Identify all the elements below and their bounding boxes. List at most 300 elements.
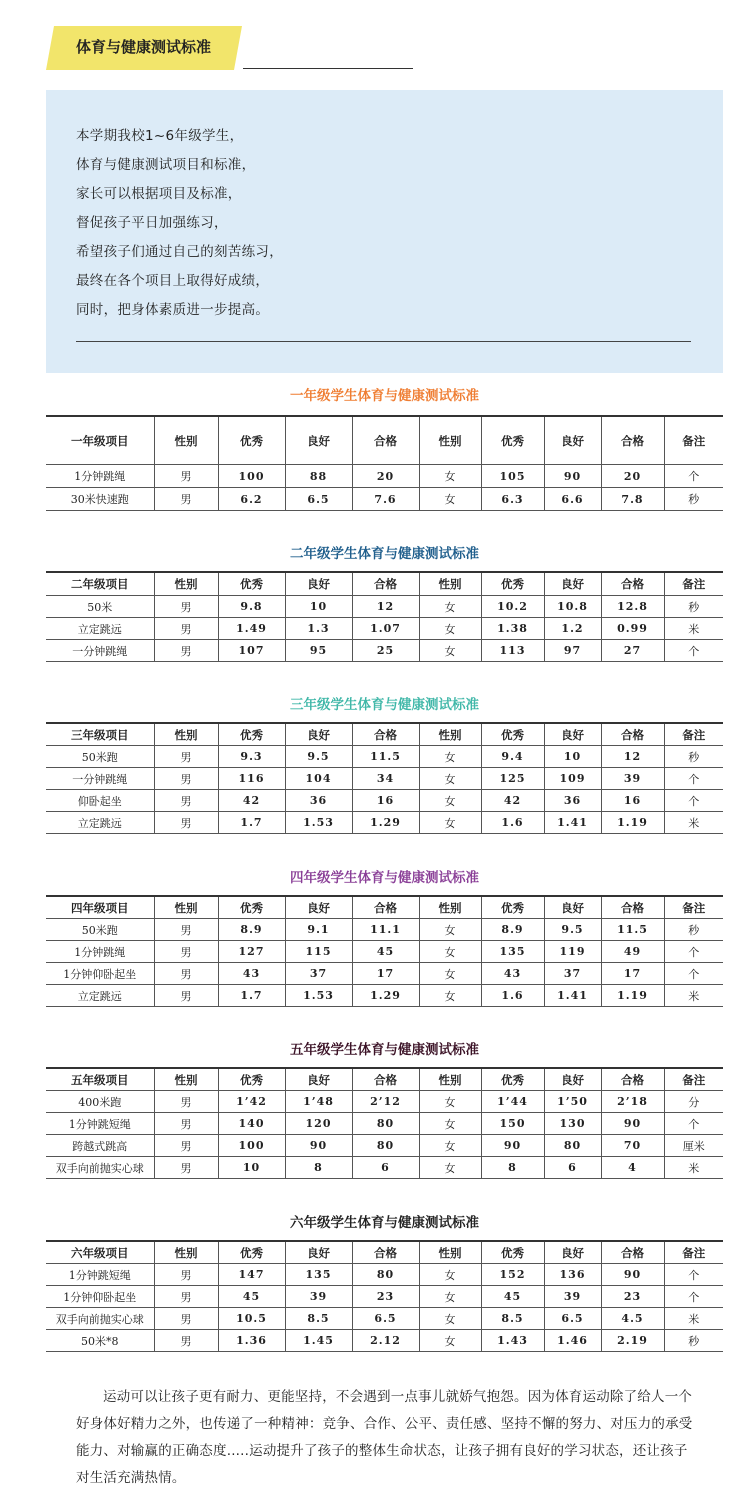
table-cell: 1.38 bbox=[481, 618, 544, 640]
column-header: 良好 bbox=[285, 1241, 352, 1264]
table-cell: 90 bbox=[481, 1135, 544, 1157]
table-header-row bbox=[46, 572, 723, 596]
intro-line: 本学期我校1~6年级学生， bbox=[76, 128, 244, 144]
item-cell: 400米跑 bbox=[46, 1091, 154, 1113]
table-cell: 男 bbox=[154, 812, 218, 834]
section-title: 二年级学生体育与健康测试标准 bbox=[290, 546, 479, 562]
table-cell: 6.5 bbox=[352, 1308, 419, 1330]
header-underline bbox=[243, 68, 413, 69]
table-cell: 80 bbox=[352, 1113, 419, 1135]
table-cell: 个 bbox=[664, 465, 723, 488]
standards-table bbox=[46, 895, 723, 1007]
table-cell: 男 bbox=[154, 1091, 218, 1113]
item-cell: 立定跳远 bbox=[46, 812, 154, 834]
table-cell: 88 bbox=[285, 465, 352, 488]
table-header-row bbox=[46, 416, 723, 465]
table-cell: 男 bbox=[154, 768, 218, 790]
grade-section bbox=[46, 694, 723, 834]
item-cell: 跨越式跳高 bbox=[46, 1135, 154, 1157]
grade-section bbox=[46, 867, 723, 1007]
table-cell: 男 bbox=[154, 941, 218, 963]
table-cell: 女 bbox=[419, 1308, 481, 1330]
table-cell: 90 bbox=[544, 465, 601, 488]
table-cell: 115 bbox=[285, 941, 352, 963]
table-cell: 8.5 bbox=[285, 1308, 352, 1330]
table-row bbox=[46, 963, 723, 985]
item-cell: 一分钟跳绳 bbox=[46, 768, 154, 790]
table-cell: 147 bbox=[218, 1264, 285, 1286]
table-cell: 20 bbox=[352, 465, 419, 488]
table-cell: 10 bbox=[285, 596, 352, 618]
table-cell: 1.19 bbox=[601, 812, 664, 834]
column-header: 优秀 bbox=[481, 1241, 544, 1264]
column-header: 五年级项目 bbox=[46, 1068, 154, 1091]
table-cell: 女 bbox=[419, 596, 481, 618]
column-header: 性别 bbox=[419, 572, 481, 596]
table-cell: 女 bbox=[419, 768, 481, 790]
page-title: 体育与健康测试标准 bbox=[76, 38, 212, 56]
table-cell: 米 bbox=[664, 1157, 723, 1179]
table-cell: 6.2 bbox=[218, 488, 285, 511]
standards-table bbox=[46, 415, 723, 511]
table-header-row bbox=[46, 1068, 723, 1091]
standards-table bbox=[46, 722, 723, 834]
item-cell: 1分钟仰卧起坐 bbox=[46, 1286, 154, 1308]
table-cell: 个 bbox=[664, 640, 723, 662]
table-cell: 136 bbox=[544, 1264, 601, 1286]
table-cell: 女 bbox=[419, 985, 481, 1007]
table-row bbox=[46, 596, 723, 618]
table-cell: 37 bbox=[544, 963, 601, 985]
table-row bbox=[46, 790, 723, 812]
intro-line: 最终在各个项目上取得好成绩， bbox=[76, 273, 270, 289]
column-header: 优秀 bbox=[218, 723, 285, 746]
table-cell: 6.3 bbox=[481, 488, 544, 511]
table-cell: 80 bbox=[352, 1264, 419, 1286]
table-cell: 8 bbox=[481, 1157, 544, 1179]
table-cell: 男 bbox=[154, 596, 218, 618]
table-header-row bbox=[46, 723, 723, 746]
grade-section bbox=[46, 1039, 723, 1179]
table-cell: 7.6 bbox=[352, 488, 419, 511]
column-header: 良好 bbox=[544, 1068, 601, 1091]
table-row bbox=[46, 1286, 723, 1308]
table-cell: 女 bbox=[419, 618, 481, 640]
column-header: 备注 bbox=[664, 1241, 723, 1264]
table-row bbox=[46, 1308, 723, 1330]
table-cell: 女 bbox=[419, 1157, 481, 1179]
grade-section bbox=[46, 1212, 723, 1352]
table-cell: 8 bbox=[285, 1157, 352, 1179]
item-cell: 50米跑 bbox=[46, 919, 154, 941]
table-cell: 36 bbox=[285, 790, 352, 812]
table-cell: 12 bbox=[601, 746, 664, 768]
table-cell: 2’12 bbox=[352, 1091, 419, 1113]
item-cell: 1分钟跳绳 bbox=[46, 465, 154, 488]
table-cell: 97 bbox=[544, 640, 601, 662]
column-header: 优秀 bbox=[218, 896, 285, 919]
column-header: 良好 bbox=[544, 416, 601, 465]
item-cell: 50米*8 bbox=[46, 1330, 154, 1352]
table-cell: 秒 bbox=[664, 1330, 723, 1352]
table-cell: 11.5 bbox=[352, 746, 419, 768]
column-header: 优秀 bbox=[218, 1068, 285, 1091]
table-cell: 1.43 bbox=[481, 1330, 544, 1352]
table-cell: 1.07 bbox=[352, 618, 419, 640]
table-row bbox=[46, 488, 723, 511]
table-cell: 9.5 bbox=[544, 919, 601, 941]
table-cell: 1.36 bbox=[218, 1330, 285, 1352]
table-cell: 1.41 bbox=[544, 812, 601, 834]
item-cell: 1分钟仰卧起坐 bbox=[46, 963, 154, 985]
table-cell: 150 bbox=[481, 1113, 544, 1135]
table-cell: 女 bbox=[419, 790, 481, 812]
table-cell: 0.99 bbox=[601, 618, 664, 640]
table-cell: 1.29 bbox=[352, 985, 419, 1007]
intro-line: 希望孩子们通过自己的刻苦练习， bbox=[76, 244, 283, 260]
table-row bbox=[46, 618, 723, 640]
column-header: 优秀 bbox=[481, 1068, 544, 1091]
column-header: 良好 bbox=[285, 1068, 352, 1091]
table-cell: 105 bbox=[481, 465, 544, 488]
table-cell: 20 bbox=[601, 465, 664, 488]
table-cell: 1’44 bbox=[481, 1091, 544, 1113]
item-cell: 30米快速跑 bbox=[46, 488, 154, 511]
column-header: 良好 bbox=[544, 723, 601, 746]
column-header: 三年级项目 bbox=[46, 723, 154, 746]
table-cell: 1.19 bbox=[601, 985, 664, 1007]
column-header: 性别 bbox=[419, 723, 481, 746]
table-cell: 100 bbox=[218, 1135, 285, 1157]
item-cell: 50米跑 bbox=[46, 746, 154, 768]
table-cell: 女 bbox=[419, 1264, 481, 1286]
table-cell: 1.53 bbox=[285, 985, 352, 1007]
table-header-row bbox=[46, 896, 723, 919]
table-cell: 个 bbox=[664, 1286, 723, 1308]
table-cell: 11.1 bbox=[352, 919, 419, 941]
item-cell: 一分钟跳绳 bbox=[46, 640, 154, 662]
table-cell: 秒 bbox=[664, 919, 723, 941]
table-row bbox=[46, 985, 723, 1007]
table-cell: 23 bbox=[352, 1286, 419, 1308]
item-cell: 1分钟跳绳 bbox=[46, 941, 154, 963]
table-cell: 女 bbox=[419, 919, 481, 941]
column-header: 良好 bbox=[285, 896, 352, 919]
table-cell: 男 bbox=[154, 1113, 218, 1135]
column-header: 合格 bbox=[352, 896, 419, 919]
table-cell: 37 bbox=[285, 963, 352, 985]
table-cell: 49 bbox=[601, 941, 664, 963]
table-cell: 104 bbox=[285, 768, 352, 790]
table-cell: 8.5 bbox=[481, 1308, 544, 1330]
table-cell: 43 bbox=[218, 963, 285, 985]
table-cell: 12.8 bbox=[601, 596, 664, 618]
table-cell: 1.2 bbox=[544, 618, 601, 640]
column-header: 二年级项目 bbox=[46, 572, 154, 596]
table-cell: 个 bbox=[664, 941, 723, 963]
table-cell: 个 bbox=[664, 1264, 723, 1286]
intro-line: 体育与健康测试项目和标准， bbox=[76, 157, 256, 173]
section-title: 一年级学生体育与健康测试标准 bbox=[290, 388, 479, 404]
table-cell: 10 bbox=[218, 1157, 285, 1179]
column-header: 优秀 bbox=[481, 896, 544, 919]
table-cell: 米 bbox=[664, 1308, 723, 1330]
table-cell: 125 bbox=[481, 768, 544, 790]
table-cell: 9.4 bbox=[481, 746, 544, 768]
table-row bbox=[46, 1330, 723, 1352]
column-header: 性别 bbox=[419, 896, 481, 919]
table-cell: 80 bbox=[352, 1135, 419, 1157]
item-cell: 50米 bbox=[46, 596, 154, 618]
table-cell: 女 bbox=[419, 1286, 481, 1308]
intro-line: 家长可以根据项目及标准， bbox=[76, 186, 242, 202]
table-row bbox=[46, 919, 723, 941]
table-cell: 9.5 bbox=[285, 746, 352, 768]
table-cell: 个 bbox=[664, 1113, 723, 1135]
item-cell: 双手向前抛实心球 bbox=[46, 1157, 154, 1179]
table-cell: 女 bbox=[419, 1330, 481, 1352]
table-cell: 127 bbox=[218, 941, 285, 963]
table-cell: 个 bbox=[664, 963, 723, 985]
table-cell: 45 bbox=[352, 941, 419, 963]
table-cell: 个 bbox=[664, 768, 723, 790]
table-cell: 男 bbox=[154, 1308, 218, 1330]
item-cell: 立定跳远 bbox=[46, 985, 154, 1007]
column-header: 合格 bbox=[352, 723, 419, 746]
table-cell: 130 bbox=[544, 1113, 601, 1135]
table-cell: 100 bbox=[218, 465, 285, 488]
column-header: 良好 bbox=[544, 572, 601, 596]
table-cell: 43 bbox=[481, 963, 544, 985]
column-header: 良好 bbox=[285, 572, 352, 596]
section-title: 四年级学生体育与健康测试标准 bbox=[290, 870, 479, 886]
table-cell: 23 bbox=[601, 1286, 664, 1308]
column-header: 合格 bbox=[601, 723, 664, 746]
table-cell: 男 bbox=[154, 790, 218, 812]
intro-divider bbox=[76, 341, 691, 342]
table-cell: 80 bbox=[544, 1135, 601, 1157]
table-cell: 1.49 bbox=[218, 618, 285, 640]
table-cell: 女 bbox=[419, 640, 481, 662]
table-cell: 1.45 bbox=[285, 1330, 352, 1352]
table-cell: 1’42 bbox=[218, 1091, 285, 1113]
table-cell: 分 bbox=[664, 1091, 723, 1113]
table-cell: 女 bbox=[419, 465, 481, 488]
table-cell: 6 bbox=[352, 1157, 419, 1179]
table-cell: 男 bbox=[154, 488, 218, 511]
table-cell: 男 bbox=[154, 640, 218, 662]
table-row bbox=[46, 1157, 723, 1179]
column-header: 备注 bbox=[664, 416, 723, 465]
table-cell: 34 bbox=[352, 768, 419, 790]
table-cell: 10.8 bbox=[544, 596, 601, 618]
column-header: 性别 bbox=[154, 416, 218, 465]
column-header: 合格 bbox=[352, 572, 419, 596]
table-cell: 4 bbox=[601, 1157, 664, 1179]
table-cell: 6.6 bbox=[544, 488, 601, 511]
table-cell: 70 bbox=[601, 1135, 664, 1157]
column-header: 备注 bbox=[664, 723, 723, 746]
table-cell: 男 bbox=[154, 985, 218, 1007]
column-header: 良好 bbox=[544, 896, 601, 919]
table-cell: 1.6 bbox=[481, 985, 544, 1007]
column-header: 性别 bbox=[154, 723, 218, 746]
column-header: 一年级项目 bbox=[46, 416, 154, 465]
table-cell: 秒 bbox=[664, 596, 723, 618]
intro-line: 同时，把身体素质进一步提高。 bbox=[76, 302, 270, 318]
table-cell: 9.1 bbox=[285, 919, 352, 941]
table-row bbox=[46, 1264, 723, 1286]
grade-section bbox=[46, 385, 723, 511]
column-header: 良好 bbox=[285, 416, 352, 465]
table-cell: 1’48 bbox=[285, 1091, 352, 1113]
table-cell: 厘米 bbox=[664, 1135, 723, 1157]
table-cell: 男 bbox=[154, 746, 218, 768]
table-cell: 女 bbox=[419, 812, 481, 834]
table-cell: 1.7 bbox=[218, 812, 285, 834]
table-cell: 140 bbox=[218, 1113, 285, 1135]
table-cell: 女 bbox=[419, 1091, 481, 1113]
table-cell: 4.5 bbox=[601, 1308, 664, 1330]
table-cell: 男 bbox=[154, 919, 218, 941]
table-cell: 男 bbox=[154, 1135, 218, 1157]
table-cell: 女 bbox=[419, 963, 481, 985]
table-cell: 2.19 bbox=[601, 1330, 664, 1352]
table-cell: 女 bbox=[419, 488, 481, 511]
item-cell: 仰卧起坐 bbox=[46, 790, 154, 812]
column-header: 四年级项目 bbox=[46, 896, 154, 919]
table-cell: 个 bbox=[664, 790, 723, 812]
column-header: 合格 bbox=[601, 1241, 664, 1264]
table-cell: 秒 bbox=[664, 488, 723, 511]
table-row bbox=[46, 768, 723, 790]
table-cell: 男 bbox=[154, 1330, 218, 1352]
table-cell: 107 bbox=[218, 640, 285, 662]
table-cell: 42 bbox=[218, 790, 285, 812]
item-cell: 1分钟跳短绳 bbox=[46, 1113, 154, 1135]
table-cell: 42 bbox=[481, 790, 544, 812]
table-cell: 25 bbox=[352, 640, 419, 662]
table-cell: 6 bbox=[544, 1157, 601, 1179]
table-cell: 109 bbox=[544, 768, 601, 790]
column-header: 性别 bbox=[419, 1241, 481, 1264]
table-cell: 1.3 bbox=[285, 618, 352, 640]
table-cell: 152 bbox=[481, 1264, 544, 1286]
table-cell: 36 bbox=[544, 790, 601, 812]
table-cell: 7.8 bbox=[601, 488, 664, 511]
table-row bbox=[46, 640, 723, 662]
table-cell: 2.12 bbox=[352, 1330, 419, 1352]
table-row bbox=[46, 941, 723, 963]
standards-table bbox=[46, 1240, 723, 1352]
column-header: 优秀 bbox=[481, 572, 544, 596]
column-header: 优秀 bbox=[481, 723, 544, 746]
intro-text bbox=[76, 122, 283, 325]
column-header: 合格 bbox=[601, 896, 664, 919]
table-cell: 6.5 bbox=[285, 488, 352, 511]
table-cell: 27 bbox=[601, 640, 664, 662]
item-cell: 1分钟跳短绳 bbox=[46, 1264, 154, 1286]
table-cell: 119 bbox=[544, 941, 601, 963]
table-cell: 90 bbox=[601, 1113, 664, 1135]
table-cell: 男 bbox=[154, 618, 218, 640]
table-cell: 16 bbox=[601, 790, 664, 812]
column-header: 备注 bbox=[664, 572, 723, 596]
table-cell: 90 bbox=[285, 1135, 352, 1157]
column-header: 六年级项目 bbox=[46, 1241, 154, 1264]
table-cell: 17 bbox=[601, 963, 664, 985]
table-cell: 90 bbox=[601, 1264, 664, 1286]
table-cell: 6.5 bbox=[544, 1308, 601, 1330]
table-cell: 女 bbox=[419, 941, 481, 963]
table-cell: 1.7 bbox=[218, 985, 285, 1007]
table-cell: 女 bbox=[419, 746, 481, 768]
table-cell: 16 bbox=[352, 790, 419, 812]
table-cell: 女 bbox=[419, 1113, 481, 1135]
column-header: 性别 bbox=[419, 1068, 481, 1091]
column-header: 备注 bbox=[664, 1068, 723, 1091]
table-cell: 39 bbox=[544, 1286, 601, 1308]
table-cell: 1’50 bbox=[544, 1091, 601, 1113]
table-cell: 1.46 bbox=[544, 1330, 601, 1352]
table-cell: 8.9 bbox=[218, 919, 285, 941]
section-title: 六年级学生体育与健康测试标准 bbox=[290, 1215, 479, 1231]
table-cell: 米 bbox=[664, 618, 723, 640]
table-cell: 45 bbox=[218, 1286, 285, 1308]
table-cell: 男 bbox=[154, 1264, 218, 1286]
table-row bbox=[46, 746, 723, 768]
table-cell: 45 bbox=[481, 1286, 544, 1308]
table-cell: 10.2 bbox=[481, 596, 544, 618]
table-cell: 8.9 bbox=[481, 919, 544, 941]
table-cell: 男 bbox=[154, 465, 218, 488]
column-header: 性别 bbox=[154, 1241, 218, 1264]
table-cell: 135 bbox=[481, 941, 544, 963]
table-cell: 120 bbox=[285, 1113, 352, 1135]
table-cell: 2’18 bbox=[601, 1091, 664, 1113]
table-cell: 9.8 bbox=[218, 596, 285, 618]
table-cell: 米 bbox=[664, 812, 723, 834]
column-header: 合格 bbox=[601, 1068, 664, 1091]
column-header: 合格 bbox=[601, 416, 664, 465]
table-cell: 男 bbox=[154, 1286, 218, 1308]
column-header: 性别 bbox=[154, 896, 218, 919]
table-row bbox=[46, 1091, 723, 1113]
table-cell: 1.53 bbox=[285, 812, 352, 834]
table-cell: 秒 bbox=[664, 746, 723, 768]
column-header: 备注 bbox=[664, 896, 723, 919]
table-cell: 135 bbox=[285, 1264, 352, 1286]
item-cell: 双手向前抛实心球 bbox=[46, 1308, 154, 1330]
item-cell: 立定跳远 bbox=[46, 618, 154, 640]
table-cell: 1.41 bbox=[544, 985, 601, 1007]
table-cell: 米 bbox=[664, 985, 723, 1007]
table-cell: 男 bbox=[154, 1157, 218, 1179]
table-cell: 95 bbox=[285, 640, 352, 662]
table-cell: 39 bbox=[601, 768, 664, 790]
grade-section bbox=[46, 543, 723, 662]
column-header: 性别 bbox=[154, 572, 218, 596]
column-header: 性别 bbox=[154, 1068, 218, 1091]
table-cell: 12 bbox=[352, 596, 419, 618]
column-header: 优秀 bbox=[218, 416, 285, 465]
table-header-row bbox=[46, 1241, 723, 1264]
column-header: 合格 bbox=[601, 572, 664, 596]
section-title: 三年级学生体育与健康测试标准 bbox=[290, 697, 479, 713]
table-cell: 113 bbox=[481, 640, 544, 662]
table-cell: 116 bbox=[218, 768, 285, 790]
table-cell: 17 bbox=[352, 963, 419, 985]
